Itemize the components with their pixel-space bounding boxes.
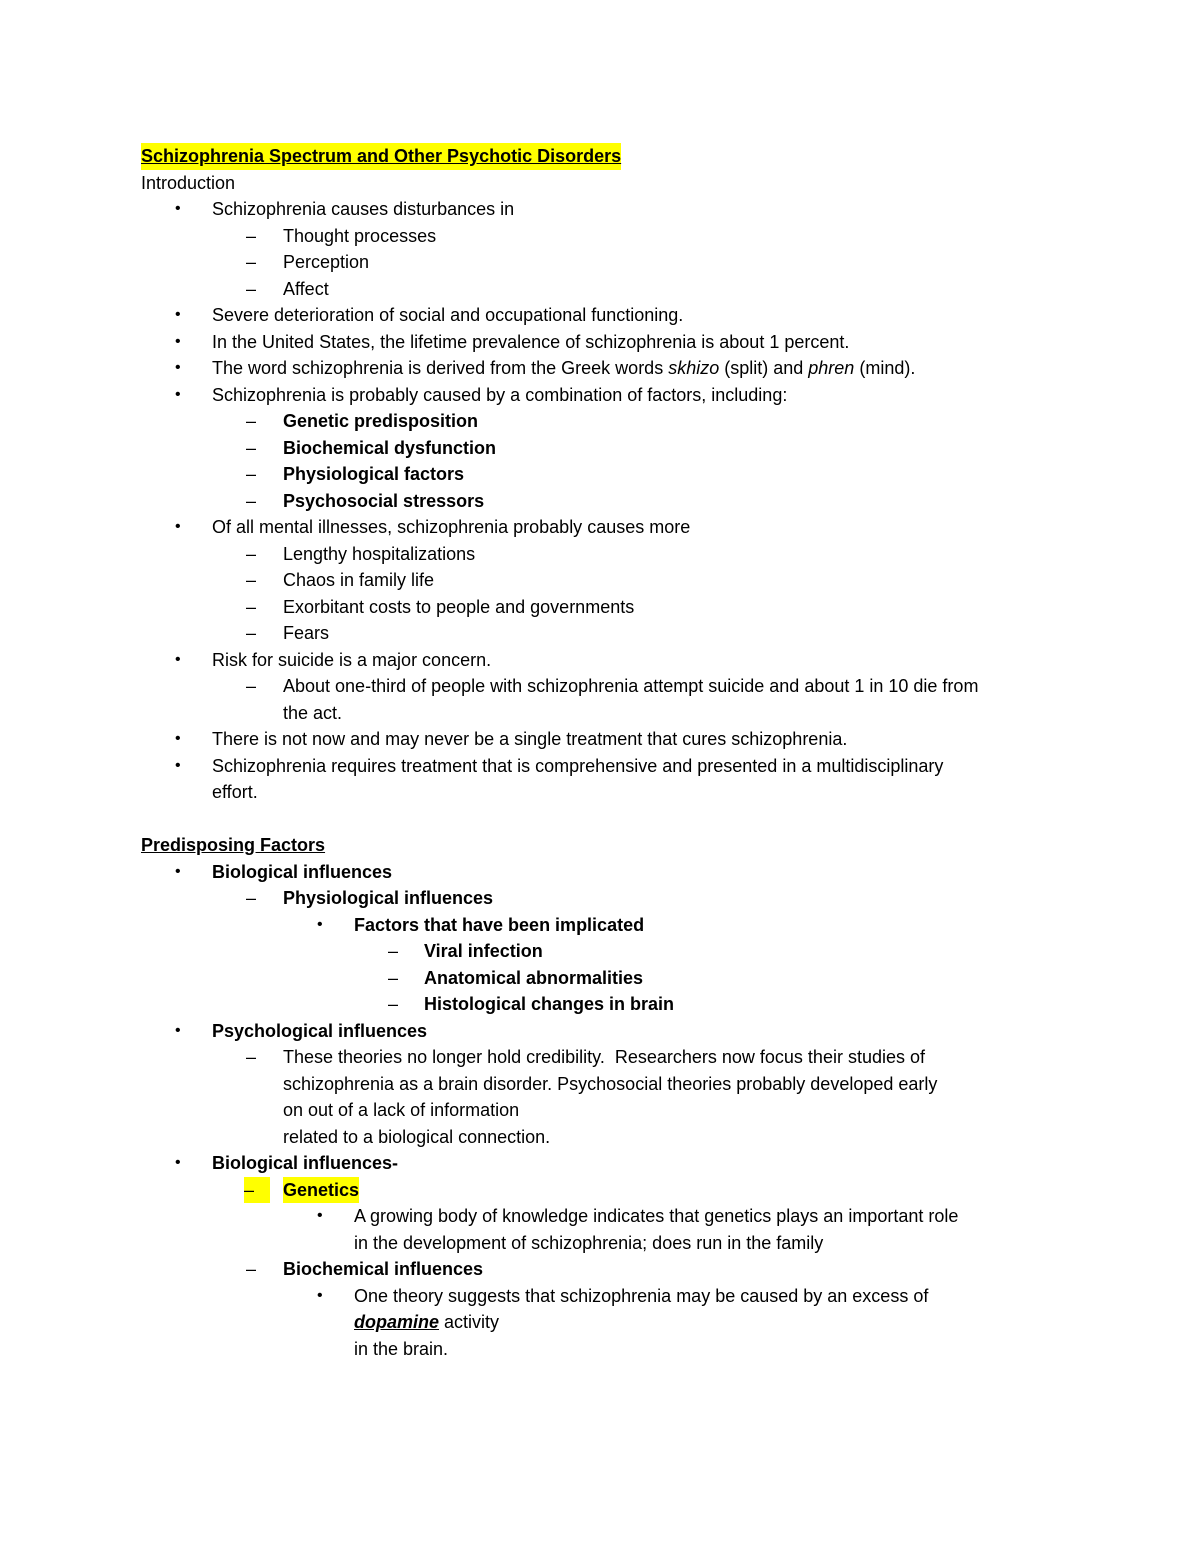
- text-run: phren: [808, 358, 855, 378]
- line-text: One theory suggests that schizophrenia may be caused by an excess of: [354, 1285, 929, 1306]
- bullet-marker: •: [317, 1207, 323, 1224]
- line-text: Psychosocial stressors: [283, 490, 485, 511]
- line-text: effort.: [212, 782, 258, 802]
- document-line: [0, 753, 1160, 780]
- line-text: Schizophrenia Spectrum and Other Psychotic Disorders: [141, 143, 621, 170]
- dash-marker: –: [246, 464, 257, 484]
- dash-marker: –: [246, 570, 257, 590]
- line-text: Schizophrenia is probably caused by a combination of factors, including:: [212, 384, 788, 405]
- line-text: Biological influences: [212, 861, 393, 882]
- document-line: [0, 276, 1160, 303]
- document-line: [0, 1097, 1160, 1124]
- document-line: [0, 382, 1160, 409]
- document-line: [0, 1283, 1160, 1310]
- document-line: [0, 461, 1160, 488]
- document-line: [0, 1044, 1160, 1071]
- line-text: Schizophrenia requires treatment that is comprehensive and presented in a multidisciplinary: [212, 755, 944, 776]
- dash-marker: –: [246, 411, 257, 431]
- line-text: Thought processes: [283, 225, 437, 246]
- line-text: Physiological factors: [283, 464, 465, 484]
- dash-marker: –: [246, 225, 257, 246]
- line-text: Exorbitant costs to people and governments: [283, 596, 635, 617]
- document-line: [0, 329, 1160, 356]
- bullet-marker: •: [175, 200, 181, 217]
- dash-marker: –: [388, 994, 399, 1014]
- bullet-marker: •: [175, 332, 181, 350]
- document-line: [0, 620, 1160, 647]
- document-line: [0, 991, 1160, 1018]
- document-line: [0, 700, 1160, 727]
- line-text: [354, 1309, 499, 1336]
- document-line: [0, 302, 1160, 329]
- line-text: [212, 355, 915, 382]
- document-line: [0, 1018, 1160, 1045]
- bullet-marker: •: [175, 359, 181, 376]
- bullet-marker: •: [175, 756, 181, 774]
- document-line: [0, 488, 1160, 515]
- document-line: [0, 1177, 1160, 1204]
- dash-marker: –: [246, 490, 257, 511]
- document-line: [0, 567, 1160, 594]
- document-line: [0, 355, 1160, 382]
- bullet-marker: •: [317, 915, 323, 933]
- document-line: [0, 806, 1160, 833]
- line-text: Genetics: [283, 1177, 359, 1204]
- line-text: Physiological influences: [283, 888, 494, 908]
- document-line: [0, 249, 1160, 276]
- document-line: [0, 514, 1160, 541]
- line-text: Psychological influences: [212, 1020, 428, 1041]
- line-text: A growing body of knowledge indicates that genetics plays an important role: [354, 1206, 959, 1226]
- dash-marker: –: [388, 967, 399, 988]
- bullet-marker: •: [175, 385, 181, 403]
- dash-marker: –: [388, 941, 399, 961]
- text-run: The word schizophrenia is derived from the Greek words: [212, 358, 669, 378]
- line-text: About one-third of people with schizophrenia attempt suicide and about 1 in 10 die from: [283, 676, 979, 696]
- section-heading: [0, 143, 1160, 170]
- document-line: [0, 435, 1160, 462]
- line-text: Viral infection: [424, 941, 543, 961]
- line-text: Risk for suicide is a major concern.: [212, 649, 492, 670]
- bullet-marker: •: [175, 730, 181, 747]
- dash-marker: –: [246, 252, 257, 272]
- document-line: [0, 965, 1160, 992]
- dash-marker: –: [246, 278, 257, 299]
- document-line: [0, 885, 1160, 912]
- document-line: [0, 1256, 1160, 1283]
- dash-marker: –: [246, 1259, 257, 1279]
- document-line: [0, 647, 1160, 674]
- document-line: [0, 541, 1160, 568]
- dash-marker: –: [246, 623, 257, 643]
- line-text: Biochemical dysfunction: [283, 437, 497, 458]
- document-line: [0, 1150, 1160, 1177]
- document-line: [0, 196, 1160, 223]
- bullet-marker: •: [175, 306, 181, 323]
- document-line: [0, 1071, 1160, 1098]
- line-text: Biochemical influences: [283, 1259, 484, 1279]
- line-text: Perception: [283, 252, 370, 272]
- line-text: There is not now and may never be a single treatment that cures schizophrenia.: [212, 729, 848, 749]
- bullet-marker: •: [175, 1021, 181, 1039]
- text-run: (split) and: [719, 358, 809, 378]
- document-line: [0, 1230, 1160, 1257]
- document-line: [0, 1309, 1160, 1336]
- document-line: [0, 673, 1160, 700]
- text-run: activity: [439, 1312, 500, 1332]
- line-text: Biological influences-: [212, 1153, 399, 1173]
- line-text: Fears: [283, 623, 330, 643]
- line-text: Histological changes in brain: [424, 994, 675, 1014]
- line-text: Lengthy hospitalizations: [283, 543, 476, 564]
- dash-marker: –: [246, 1047, 257, 1067]
- document-line: [0, 408, 1160, 435]
- dash-marker: –: [246, 543, 257, 564]
- line-text: Anatomical abnormalities: [424, 967, 644, 988]
- line-text: Severe deterioration of social and occupational functioning.: [212, 305, 684, 325]
- line-text: Chaos in family life: [283, 570, 435, 590]
- line-text: Introduction: [141, 172, 236, 193]
- line-text: Schizophrenia causes disturbances in: [212, 199, 515, 219]
- bullet-marker: •: [175, 862, 181, 880]
- document-line: [0, 779, 1160, 806]
- line-text: In the United States, the lifetime prevalence of schizophrenia is about 1 percent.: [212, 331, 850, 352]
- document-line: [0, 726, 1160, 753]
- dash-marker: –: [246, 437, 257, 458]
- text-run: (mind).: [854, 358, 916, 378]
- text-run: skhizo: [668, 358, 720, 378]
- line-text: These theories no longer hold credibility. Researchers now focus their studies of: [283, 1047, 925, 1067]
- dash-marker: –: [246, 888, 257, 908]
- bullet-marker: •: [317, 1286, 323, 1304]
- bullet-marker: •: [175, 1154, 181, 1171]
- line-text: related to a biological connection.: [283, 1126, 551, 1147]
- line-text: in the development of schizophrenia; does run in the family: [354, 1232, 824, 1253]
- document-line: [0, 938, 1160, 965]
- line-text: Genetic predisposition: [283, 411, 479, 431]
- document-line: [0, 594, 1160, 621]
- bullet-marker: •: [175, 518, 181, 535]
- line-text: schizophrenia as a brain disorder. Psychosocial theories probably developed early: [283, 1073, 938, 1094]
- line-text: Factors that have been implicated: [354, 914, 645, 935]
- section-heading: [0, 832, 1160, 859]
- line-text: the act.: [283, 702, 343, 723]
- dash-marker: –: [246, 596, 257, 617]
- document-line: [0, 912, 1160, 939]
- text-run: dopamine: [354, 1312, 440, 1332]
- dash-marker: –: [244, 1177, 270, 1204]
- document-line: [0, 1203, 1160, 1230]
- document-line: [0, 1336, 1160, 1363]
- document-line: [0, 223, 1160, 250]
- line-text: Of all mental illnesses, schizophrenia probably causes more: [212, 517, 691, 537]
- line-text: Affect: [283, 278, 329, 299]
- document-line: [0, 1124, 1160, 1151]
- document-line: [0, 859, 1160, 886]
- document-line: [0, 170, 1160, 197]
- dash-marker: –: [246, 676, 257, 696]
- line-text: on out of a lack of information: [283, 1100, 520, 1120]
- line-text: in the brain.: [354, 1338, 449, 1359]
- bullet-marker: •: [175, 650, 181, 668]
- line-text: Predisposing Factors: [141, 835, 326, 855]
